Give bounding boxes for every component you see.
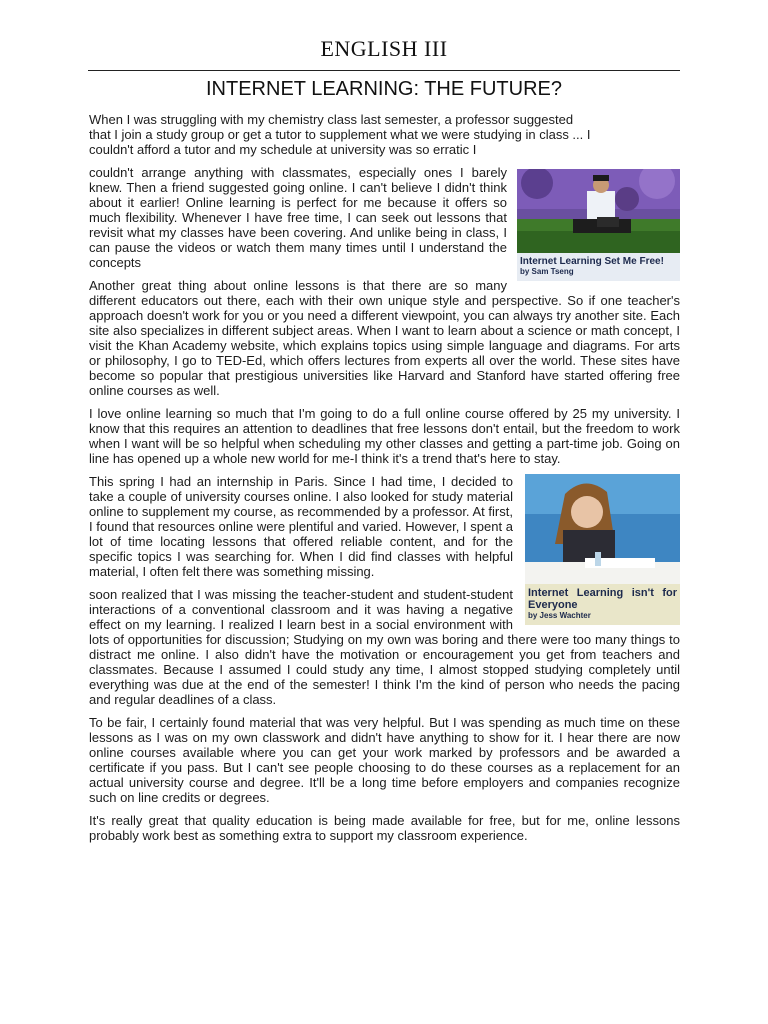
p1-line-2: that I join a study group or get a tutor to supplement what we were studying in class ... I <box>89 127 591 142</box>
figure-1-byline: by Sam Tseng <box>520 267 574 276</box>
paragraph-4: This spring I had an internship in Paris. Since I had time, I decided to take a couple of university courses online. I also looked for study material online to supplement my course, as recommended by a professor. At first, I found that resources online were plentiful and varied. However, I spent a lot of time locating lessons that offered reliable content, and for the specific topics I was searching for. When I did find classes with helpful material, I often felt there was something missing. <box>89 474 513 579</box>
student-studying-photo <box>525 474 680 584</box>
figure-sam-tseng <box>517 169 680 281</box>
figure-1-title: Internet Learning Set Me Free! <box>520 256 664 267</box>
p1-line-1: When I was struggling with my chemistry class last semester, a professor suggested <box>89 112 574 127</box>
paragraph-7: It's really great that quality education is being made available for free, but for me, online lessons probably work best as something extra to support my classroom experience. <box>89 813 680 843</box>
figure-1-caption <box>517 253 680 281</box>
paragraph-1-intro <box>89 112 680 157</box>
figure-jess-wachter <box>525 474 680 625</box>
paragraph-5: soon realized that I was missing the teacher-student and student-student interactions of a conventional classroom and it was having a negative effect on my learning. I realized I learn best in a social environment with lots of opportunities for discussion; Studying on my own was boring and there were too many things to distract me online. I also didn't have the motivation or encouragement you get from teachers and classmates. Because I assumed I could study any time, I almost stopped studying completely until everything was due at the end of the semester! I think I'm the kind of person who needs the pacing and regular deadlines of a class. <box>89 587 680 707</box>
figure-2-byline: by Jess Wachter <box>528 611 591 620</box>
figure-2-title: Internet Learning isn't for Everyone <box>528 587 677 611</box>
p1-line-3: couldn't afford a tutor and my schedule at university was so erratic I <box>89 142 477 157</box>
course-heading: ENGLISH III <box>320 36 448 61</box>
paragraph-3: I love online learning so much that I'm going to do a full online course offered by 25 my university. I know that this requires an attention to deadlines that free lessons don't entail, but the freedom to work when I want will be so helpful when scheduling my other classes and getting a part-time job. Going on line has opened up a whole new world for me-I think it's a trend that's here to stay. <box>89 406 680 466</box>
article-title: INTERNET LEARNING: THE FUTURE? <box>206 78 562 100</box>
article-body <box>89 112 680 851</box>
paragraph-2: Another great thing about online lessons is that there are so many different educators out there, each with their own unique style and perspective. So if one teacher's approach doesn't work for you or you need a different viewpoint, you can always try another site. Each site also specializes in different subject areas. When I want to learn about a science or math concept, I visit the Khan Academy website, which explains topics using simple language and diagrams. For arts or philosophy, I go to TED-Ed, which offers lectures from experts all over the world. These sites have become so popular that prestigious universities like Harvard and Stanford have started offering free online courses as well. <box>89 278 680 398</box>
student-in-field-photo <box>517 169 680 253</box>
paragraph-1-rest: couldn't arrange anything with classmates, especially ones I barely knew. Then a friend suggested going online. I can't believe I didn't think about it earlier! Online learning is perfect for me because it offers so much flexibility. Whenever I have free time, I can seek out lessons that revisit what my classes have been covering. And unlike being in class, I can pause the videos or watch them many times until I understand the concepts <box>89 165 507 270</box>
header-rule <box>88 70 680 71</box>
figure-2-caption <box>525 584 680 625</box>
paragraph-6: To be fair, I certainly found material that was very helpful. But I was spending as much time on these lessons as I was on my own classwork and didn't have anything to show for it. I hear there are now online courses available where you can get your work marked by professors and be awarded a certificate if you pass. But I can't see people choosing to do these courses as a replacement for an actual university course and degree. It'll be a long time before employers and companies recognize such on line credits or degrees. <box>89 715 680 805</box>
